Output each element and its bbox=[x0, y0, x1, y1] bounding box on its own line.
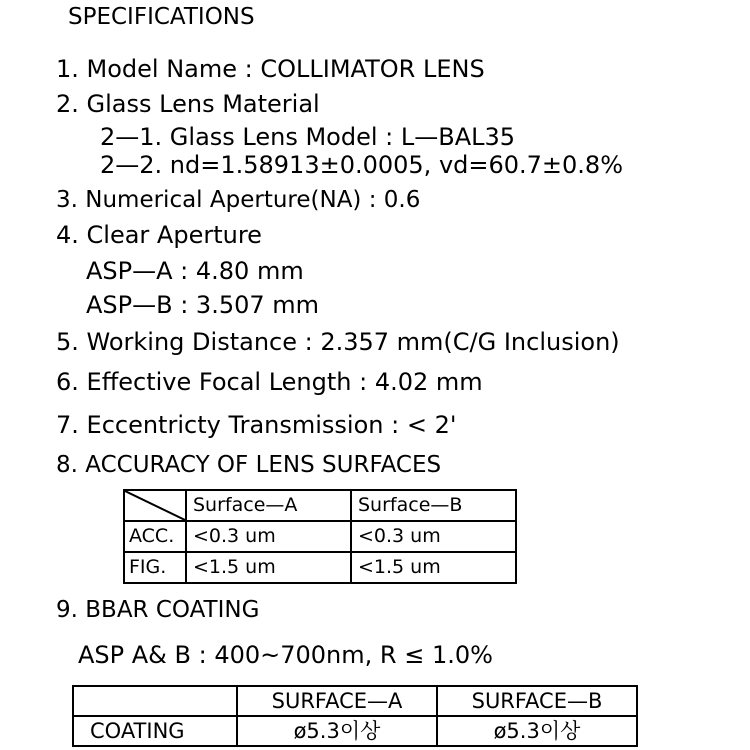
spec-accuracy-heading: 8. ACCURACY OF LENS SURFACES bbox=[56, 452, 442, 478]
coating-table bbox=[72, 685, 638, 747]
accuracy-cell: <0.3 um bbox=[351, 521, 516, 552]
accuracy-cell: <1.5 um bbox=[351, 552, 516, 583]
coating-row-label: COATING bbox=[73, 716, 237, 746]
spec-glass-model: 2—1. Glass Lens Model : L—BAL35 bbox=[100, 123, 516, 151]
spec-working-distance: 5. Working Distance : 2.357 mm(C/G Inclusion) bbox=[56, 328, 620, 356]
spec-clear-aperture-b: ASP—B : 3.507 mm bbox=[86, 291, 320, 319]
accuracy-cell: <1.5 um bbox=[186, 552, 351, 583]
accuracy-corner-cell bbox=[124, 490, 186, 521]
diagonal-line bbox=[125, 491, 185, 520]
coating-header-a: SURFACE—A bbox=[237, 686, 437, 716]
spec-focal-length: 6. Effective Focal Length : 4.02 mm bbox=[56, 368, 483, 396]
table-row bbox=[73, 716, 637, 746]
coating-corner-cell bbox=[73, 686, 237, 716]
spec-eccentricity: 7. Eccentricty Transmission : < 2' bbox=[56, 411, 457, 439]
accuracy-cell: <0.3 um bbox=[186, 521, 351, 552]
spec-clear-aperture: 4. Clear Aperture bbox=[56, 221, 262, 249]
spec-clear-aperture-a: ASP—A : 4.80 mm bbox=[86, 257, 304, 285]
accuracy-table bbox=[123, 489, 517, 584]
coating-cell: ø5.3이상 bbox=[437, 716, 637, 746]
spec-glass-material: 2. Glass Lens Material bbox=[56, 90, 320, 118]
spec-model-name: 1. Model Name : COLLIMATOR LENS bbox=[56, 55, 485, 83]
spec-bbar-spec: ASP A& B : 400~700nm, R ≤ 1.0% bbox=[78, 641, 493, 669]
accuracy-header-row bbox=[124, 490, 516, 521]
coating-header-row bbox=[73, 686, 637, 716]
accuracy-header-b: Surface—B bbox=[351, 490, 516, 521]
spec-bbar-heading: 9. BBAR COATING bbox=[56, 597, 260, 623]
coating-header-b: SURFACE—B bbox=[437, 686, 637, 716]
accuracy-row-label: FIG. bbox=[124, 552, 186, 583]
accuracy-header-a: Surface—A bbox=[186, 490, 351, 521]
table-row bbox=[124, 521, 516, 552]
spec-numerical-aperture: 3. Numerical Aperture(NA) : 0.6 bbox=[56, 187, 421, 213]
spec-glass-index: 2—2. nd=1.58913±0.0005, vd=60.7±0.8% bbox=[100, 151, 624, 179]
coating-cell: ø5.3이상 bbox=[237, 716, 437, 746]
accuracy-row-label: ACC. bbox=[124, 521, 186, 552]
page-title: SPECIFICATIONS bbox=[68, 4, 255, 30]
table-row bbox=[124, 552, 516, 583]
